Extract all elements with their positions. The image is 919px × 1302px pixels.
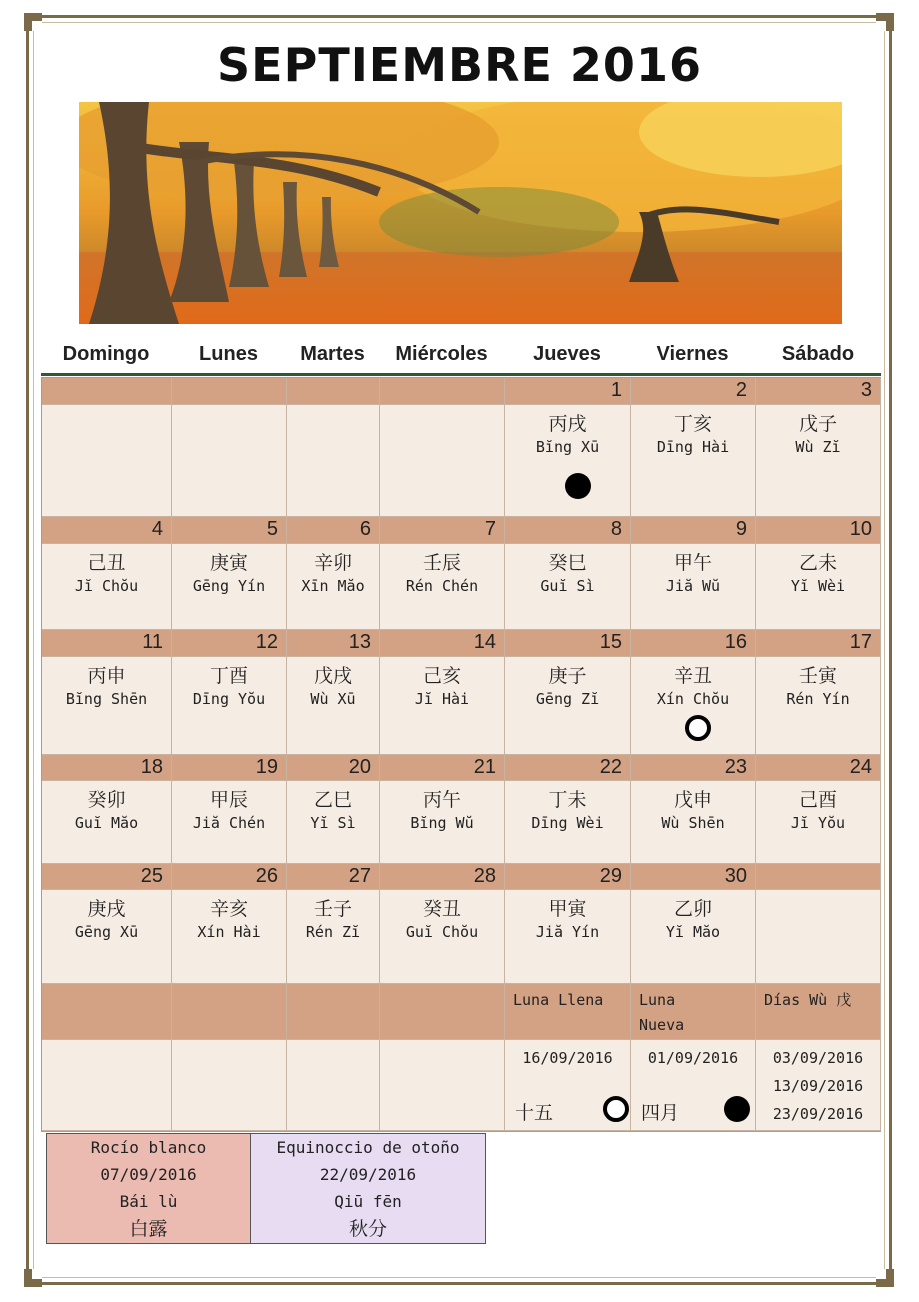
day-cell[interactable] (505, 657, 631, 755)
day-cell[interactable] (42, 657, 172, 755)
ganzhi-pinyin: Rén Chén (405, 577, 479, 595)
legend-band (756, 984, 881, 1040)
day-number: 11 (142, 631, 163, 653)
ganzhi-hanzi: 乙巳 (313, 789, 352, 811)
day-cell[interactable] (380, 657, 505, 755)
day-cell[interactable] (172, 405, 287, 517)
ganzhi-hanzi: 乙未 (798, 552, 837, 574)
day-number-band (287, 755, 380, 781)
day-cell[interactable] (287, 890, 380, 984)
day-number: 4 (151, 518, 163, 540)
ganzhi-hanzi: 辛卯 (313, 552, 352, 574)
day-cell[interactable] (631, 657, 756, 755)
day-number: 9 (735, 518, 747, 540)
day-number-band (42, 517, 172, 544)
day-cell[interactable] (380, 544, 505, 630)
ganzhi-hanzi: 丙午 (422, 789, 461, 811)
ganzhi-pinyin: Wù Xū (310, 690, 356, 708)
day-number: 18 (140, 756, 163, 778)
day-cell[interactable] (287, 544, 380, 630)
day-cell[interactable] (287, 405, 380, 517)
ganzhi-pinyin: Dīng Hài (656, 438, 730, 456)
ganzhi-hanzi: 庚子 (548, 665, 587, 687)
solar-term-name: Rocío blanco (90, 1138, 207, 1157)
day-number: 17 (849, 631, 872, 653)
day-number: 30 (724, 865, 747, 887)
solar-term-cell (251, 1134, 485, 1243)
day-number: 28 (473, 865, 496, 887)
day-cell[interactable] (42, 781, 172, 864)
ganzhi-pinyin: Dīng Wèi (531, 814, 604, 832)
legend-cell (287, 1040, 380, 1131)
ganzhi-hanzi: 甲午 (673, 552, 712, 574)
day-cell[interactable] (631, 405, 756, 517)
day-number-band (172, 755, 287, 781)
legend-cell (756, 1040, 881, 1131)
day-number: 24 (849, 756, 872, 778)
ganzhi-pinyin: Gēng Xū (74, 923, 139, 941)
day-number-band (380, 864, 505, 890)
solar-term-cell (47, 1134, 251, 1243)
day-number-band (42, 864, 172, 890)
ganzhi-hanzi: 丙戌 (548, 413, 587, 435)
calendar-title: SEPTIEMBRE 2016 (217, 38, 702, 92)
day-number-band (287, 517, 380, 544)
day-cell[interactable] (631, 781, 756, 864)
day-number-band (380, 630, 505, 657)
legend-band (380, 984, 505, 1040)
full-moon-lunar-day: 十五 (515, 1102, 554, 1124)
day-cell[interactable] (287, 781, 380, 864)
day-number: 25 (140, 865, 163, 887)
full-moon-date: 16/09/2016 (522, 1049, 613, 1067)
day-number: 2 (735, 379, 747, 401)
ganzhi-hanzi: 庚戌 (87, 898, 126, 920)
day-number-band (287, 378, 380, 405)
day-cell[interactable] (380, 781, 505, 864)
autumn-park-illustration (79, 102, 842, 324)
solar-term-date: 07/09/2016 (100, 1165, 197, 1184)
ganzhi-hanzi: 戊子 (798, 413, 837, 435)
ganzhi-pinyin: Jiă Wŭ (665, 577, 721, 595)
day-number: 3 (860, 379, 872, 401)
solar-term-pinyin: Qiū fēn (334, 1192, 402, 1211)
ganzhi-pinyin: Guĭ Sì (540, 577, 595, 595)
full-moon-label: Luna Llena (513, 991, 604, 1009)
ganzhi-hanzi: 丁酉 (209, 665, 248, 687)
day-number: 12 (255, 631, 278, 653)
ganzhi-hanzi: 丁亥 (673, 413, 712, 435)
day-cell[interactable] (756, 405, 881, 517)
new-moon-date: 01/09/2016 (647, 1049, 739, 1067)
ganzhi-hanzi: 戊申 (673, 789, 712, 811)
weekday-label: Martes (300, 343, 365, 365)
day-number: 13 (348, 631, 371, 653)
weekday-label: Sábado (781, 343, 855, 365)
day-number-band (380, 378, 505, 405)
legend-band (287, 984, 380, 1040)
ganzhi-pinyin: Jĭ Yŏu (790, 814, 846, 832)
day-number: 10 (849, 518, 872, 540)
full-moon-icon (685, 715, 711, 741)
day-cell[interactable] (631, 544, 756, 630)
ganzhi-pinyin: Rén Zĭ (305, 923, 361, 941)
new-moon-label: Luna Nueva (639, 991, 685, 1034)
day-number-band (631, 517, 756, 544)
day-number: 19 (255, 756, 278, 778)
weekday-label: Miércoles (395, 343, 488, 365)
day-cell[interactable] (505, 890, 631, 984)
legend-cell (172, 1040, 287, 1131)
day-number-band (172, 630, 287, 657)
day-cell[interactable] (505, 544, 631, 630)
ganzhi-pinyin: Xín Chŏu (656, 690, 730, 708)
ganzhi-pinyin: Guĭ Măo (74, 814, 139, 832)
ganzhi-hanzi: 癸巳 (548, 552, 587, 574)
day-cell[interactable] (505, 405, 631, 517)
day-cell[interactable] (172, 781, 287, 864)
day-number-band (380, 517, 505, 544)
day-cell[interactable] (42, 890, 172, 984)
day-number: 29 (599, 865, 622, 887)
ganzhi-hanzi: 辛亥 (209, 898, 248, 920)
weekday-label: Lunes (199, 343, 258, 365)
day-number-band (172, 378, 287, 405)
new-moon-icon (565, 473, 591, 499)
ganzhi-pinyin: Bĭng Wŭ (410, 814, 474, 832)
legend-cell (42, 1040, 172, 1131)
day-number: 21 (473, 756, 496, 778)
ganzhi-hanzi: 壬子 (313, 898, 352, 920)
day-number-band (505, 630, 631, 657)
wu-days-label: Días Wù 戊 (764, 991, 852, 1009)
ganzhi-hanzi: 己亥 (422, 665, 461, 687)
day-number: 14 (473, 631, 496, 653)
day-number-band (380, 755, 505, 781)
legend-cell (631, 1040, 756, 1131)
ganzhi-pinyin: Yĭ Sì (310, 814, 356, 832)
ganzhi-pinyin: Bĭng Xū (535, 438, 600, 456)
legend-cell (380, 1040, 505, 1131)
day-number-band (42, 630, 172, 657)
ganzhi-pinyin: Guĭ Chŏu (405, 923, 479, 941)
day-number-band (631, 378, 756, 405)
day-cell[interactable] (380, 890, 505, 984)
weekday-label: Domingo (62, 343, 150, 365)
day-number: 22 (599, 756, 622, 778)
new-moon-icon (724, 1096, 750, 1122)
day-number-band (631, 630, 756, 657)
ganzhi-pinyin: Yĭ Măo (665, 923, 721, 941)
day-number-band (172, 517, 287, 544)
legend-band (505, 984, 631, 1040)
legend-cell (505, 1040, 631, 1131)
day-number: 20 (348, 756, 371, 778)
day-number-band (756, 755, 881, 781)
day-number-band (287, 864, 380, 890)
legend-band (631, 984, 756, 1040)
ganzhi-hanzi: 辛丑 (673, 665, 712, 687)
day-cell[interactable] (756, 544, 881, 630)
frame-corner (876, 1269, 894, 1287)
ganzhi-pinyin: Xīn Măo (301, 577, 365, 595)
weekday-label: Jueves (533, 343, 601, 365)
day-cell[interactable] (172, 890, 287, 984)
day-number-band (631, 755, 756, 781)
frame-corner (24, 1269, 42, 1287)
ganzhi-hanzi: 庚寅 (209, 552, 248, 574)
ganzhi-hanzi: 壬寅 (798, 665, 837, 687)
day-number-band (631, 864, 756, 890)
day-number: 5 (266, 518, 278, 540)
day-cell[interactable] (287, 657, 380, 755)
ganzhi-pinyin: Dīng Yŏu (192, 690, 266, 708)
day-number-band (756, 864, 881, 890)
legend-band (172, 984, 287, 1040)
day-cell[interactable] (172, 544, 287, 630)
day-number: 16 (724, 631, 747, 653)
ganzhi-hanzi: 乙卯 (673, 898, 712, 920)
ganzhi-pinyin: Jiă Yín (535, 923, 600, 941)
ganzhi-pinyin: Bĭng Shēn (65, 690, 148, 708)
ganzhi-hanzi: 壬辰 (422, 552, 461, 574)
day-cell[interactable] (42, 544, 172, 630)
day-number-band (287, 630, 380, 657)
day-number-band (505, 517, 631, 544)
day-number-band (42, 378, 172, 405)
ganzhi-hanzi: 戊戌 (313, 665, 352, 687)
day-cell[interactable] (756, 657, 881, 755)
day-number: 8 (610, 518, 622, 540)
ganzhi-hanzi: 甲辰 (209, 789, 248, 811)
ganzhi-pinyin: Jĭ Chŏu (74, 577, 139, 595)
ganzhi-hanzi: 己丑 (87, 552, 126, 574)
day-number: 7 (484, 518, 496, 540)
day-cell[interactable] (756, 890, 881, 984)
day-number: 15 (599, 631, 622, 653)
day-number-band (756, 378, 881, 405)
day-cell[interactable] (42, 405, 172, 517)
day-cell[interactable] (505, 781, 631, 864)
day-cell[interactable] (380, 405, 505, 517)
autumn-park-photo (79, 102, 842, 324)
day-number-band (756, 630, 881, 657)
day-cell[interactable] (172, 657, 287, 755)
ganzhi-pinyin: Yĭ Wèi (790, 577, 846, 595)
new-moon-lunar-month: 四月 (641, 1102, 680, 1124)
solar-term-hanzi: 秋分 (348, 1218, 387, 1240)
day-cell[interactable] (756, 781, 881, 864)
wu-day-date: 23/09/2016 (772, 1105, 864, 1123)
ganzhi-pinyin: Gēng Zĭ (535, 690, 600, 708)
weekday-label: Viernes (656, 343, 729, 365)
ganzhi-pinyin: Jiă Chén (192, 814, 266, 832)
ganzhi-hanzi: 甲寅 (548, 898, 587, 920)
solar-term-pinyin: Bái lù (119, 1192, 178, 1211)
solar-term-date: 22/09/2016 (319, 1165, 417, 1184)
frame-corner (876, 13, 894, 31)
ganzhi-pinyin: Gēng Yín (192, 577, 266, 595)
day-number: 6 (359, 518, 371, 540)
solar-term-hanzi: 白露 (129, 1218, 168, 1240)
wu-day-date: 03/09/2016 (772, 1049, 864, 1067)
full-moon-icon (603, 1096, 629, 1122)
day-cell[interactable] (631, 890, 756, 984)
ganzhi-hanzi: 癸丑 (422, 898, 461, 920)
ganzhi-pinyin: Rén Yín (786, 690, 850, 708)
calendar-grid (41, 377, 881, 1132)
day-number-band (505, 755, 631, 781)
ganzhi-hanzi: 癸卯 (87, 789, 126, 811)
day-number: 26 (255, 865, 278, 887)
day-number-band (172, 864, 287, 890)
ganzhi-pinyin: Wù Zĭ (795, 438, 841, 456)
day-number: 23 (724, 756, 747, 778)
day-number-band (505, 378, 631, 405)
frame-corner (24, 13, 42, 31)
ganzhi-hanzi: 己酉 (798, 789, 837, 811)
legend-band (42, 984, 172, 1040)
ganzhi-hanzi: 丁未 (548, 789, 587, 811)
ganzhi-hanzi: 丙申 (87, 665, 126, 687)
day-number-band (42, 755, 172, 781)
ganzhi-pinyin: Jĭ Hài (414, 690, 470, 708)
day-number-band (505, 864, 631, 890)
solar-term-name: Equinoccio de otoño (276, 1138, 460, 1157)
day-number-band (756, 517, 881, 544)
weekday-header (41, 343, 881, 376)
ganzhi-pinyin: Xín Hài (197, 923, 261, 941)
solar-terms-table (46, 1133, 486, 1244)
wu-day-date: 13/09/2016 (772, 1077, 864, 1095)
day-number: 1 (610, 379, 622, 401)
ganzhi-pinyin: Wù Shēn (661, 814, 725, 832)
day-number: 27 (348, 865, 371, 887)
